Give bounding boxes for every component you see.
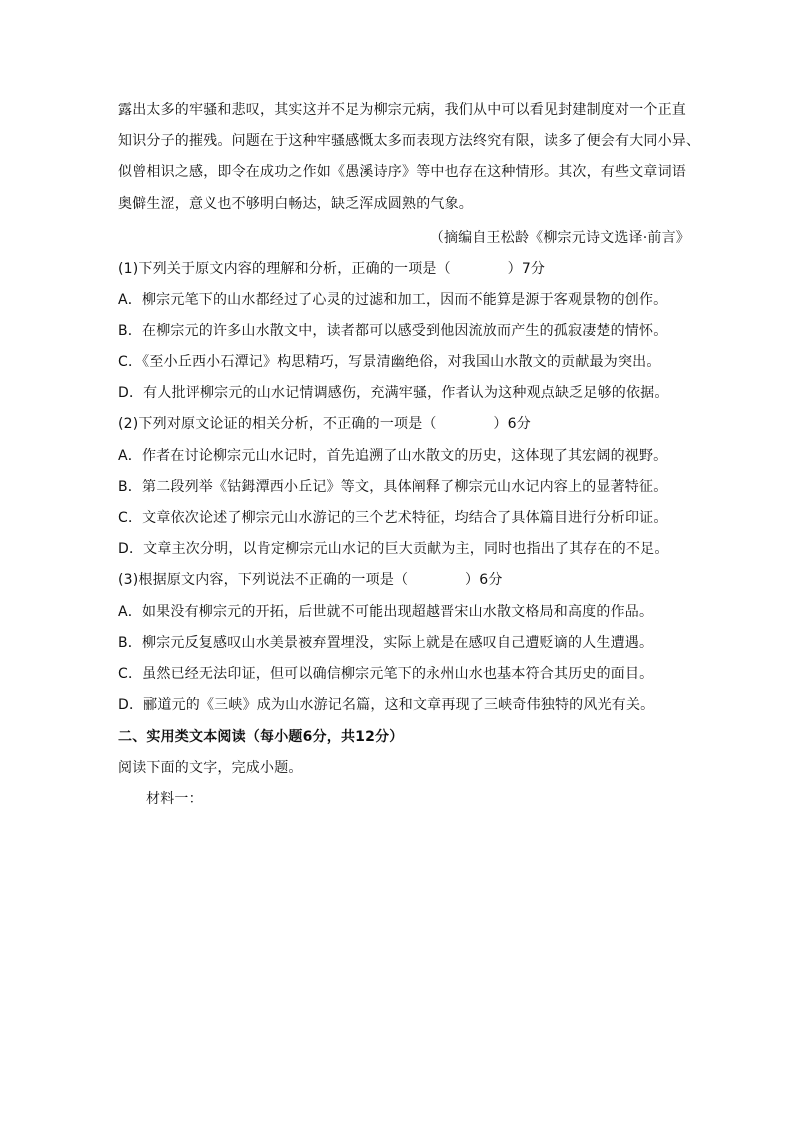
question-2-stem: (2)下列对原文论证的相关分析，不正确的一项是（ ）6分 xyxy=(118,416,531,432)
question-2-option-b: B．第二段列举《钴鉧潭西小丘记》等文，具体阐释了柳宗元山水记内容上的显著特征。 xyxy=(118,479,668,495)
question-2-option-d: D．文章主次分明，以肯定柳宗元山水记的巨大贡献为主，同时也指出了其存在的不足。 xyxy=(118,541,669,557)
passage-line-1: 露出太多的牢骚和悲叹，其实这并不足为柳宗元病，我们从中可以看见封建制度对一个正直 xyxy=(118,102,686,118)
question-2-option-c: C．文章依次论述了柳宗元山水游记的三个艺术特征，均结合了具体篇目进行分析印证。 xyxy=(118,510,668,526)
section-2-instruction: 阅读下面的文字，完成小题。 xyxy=(118,760,303,776)
section-2-heading: 二、实用类文本阅读（每小题6分，共12分） xyxy=(118,729,404,745)
question-1-option-d: D．有人批评柳宗元的山水记情调感伤，充满牢骚，作者认为这种观点缺乏足够的依据。 xyxy=(118,385,669,401)
passage-source: （摘编自王松龄《柳宗元诗文选译·前言》 xyxy=(429,230,690,246)
question-1-option-a: A．柳宗元笔下的山水都经过了心灵的过滤和加工，因而不能算是源于客观景物的创作。 xyxy=(118,292,668,308)
question-2-option-a: A．作者在讨论柳宗元山水记时，首先追溯了山水散文的历史，这体现了其宏阔的视野。 xyxy=(118,448,668,464)
question-3-option-a: A．如果没有柳宗元的开拓，后世就不可能出现超越晋宋山水散文格局和高度的作品。 xyxy=(118,604,654,620)
question-1-option-b: B．在柳宗元的许多山水散文中，读者都可以感受到他因流放而产生的孤寂凄楚的情怀。 xyxy=(118,323,668,339)
question-3-option-b: B．柳宗元反复感叹山水美景被弃置埋没，实际上就是在感叹自己遭贬谪的人生遭遇。 xyxy=(118,635,654,651)
passage-line-4: 奥僻生涩，意义也不够明白畅达，缺乏浑成圆熟的气象。 xyxy=(118,196,473,212)
question-1-stem: (1)下列关于原文内容的理解和分析，正确的一项是（ ）7分 xyxy=(118,261,546,277)
question-1-option-c: C．《至小丘西小石潭记》构思精巧，写景清幽绝俗，对我国山水散文的贡献最为突出。 xyxy=(118,354,661,370)
question-3-stem: (3)根据原文内容，下列说法不正确的一项是（ ）6分 xyxy=(118,572,503,588)
question-3-option-d: D．郦道元的《三峡》成为山水游记名篇，这和文章再现了三峡奇伟独特的风光有关。 xyxy=(118,697,655,713)
material-1-label: 材料一： xyxy=(146,791,203,807)
question-3-option-c: C．虽然已经无法印证，但可以确信柳宗元笔下的永州山水也基本符合其历史的面目。 xyxy=(118,666,654,682)
passage-line-2: 知识分子的摧残。问题在于这种牢骚感慨太多而表现方法终究有限，读多了便会有大同小异、 xyxy=(118,133,701,149)
passage-line-3: 似曾相识之感，即令在成功之作如《愚溪诗序》等中也存在这种情形。其次，有些文章词语 xyxy=(118,164,686,180)
